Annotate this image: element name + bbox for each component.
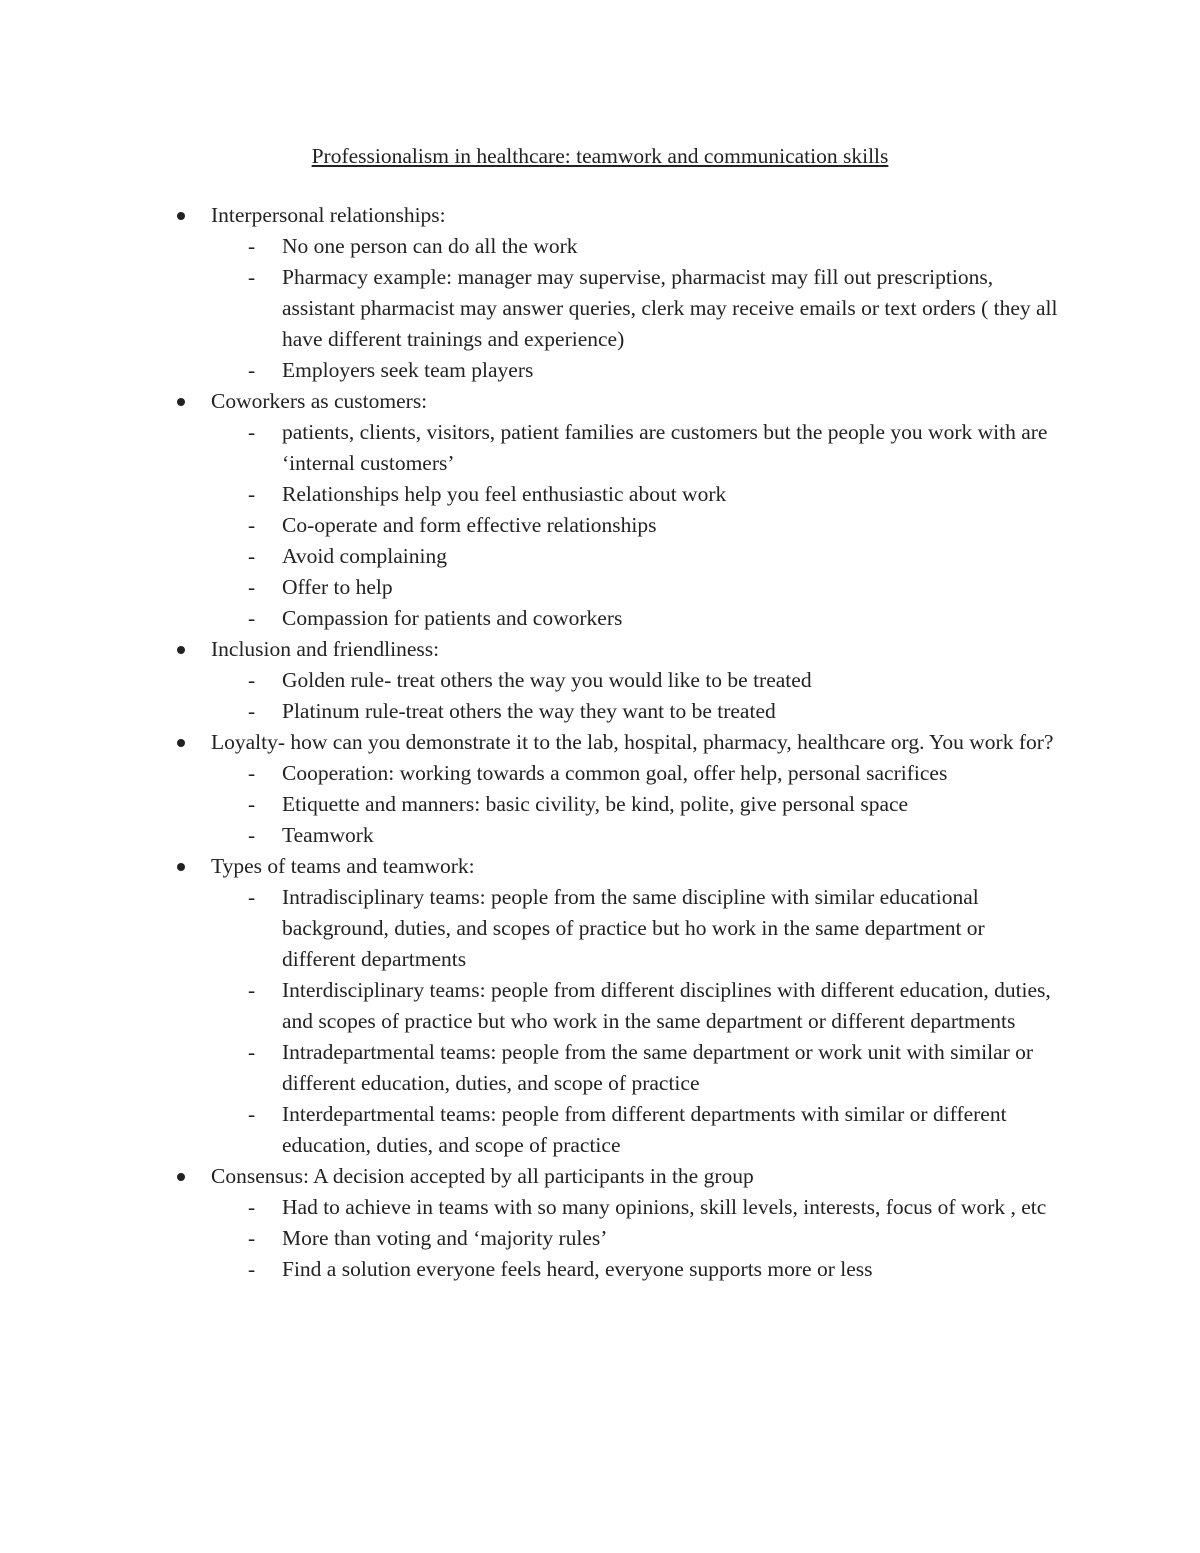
bullet-dot-icon xyxy=(177,863,185,871)
dash-marker-icon: - xyxy=(248,234,256,258)
sub-item xyxy=(0,758,1062,789)
sub-item xyxy=(0,603,1062,634)
sub-item-text: No one person can do all the work xyxy=(282,234,578,258)
sub-item-list xyxy=(0,882,1200,1161)
sub-item-text: Intradisciplinary teams: people from the same discipline with similar educational background, duties, and scopes of practice but ho work in the same department or different departments xyxy=(282,885,985,971)
dash-marker-icon: - xyxy=(248,420,256,444)
dash-marker-icon: - xyxy=(248,482,256,506)
sub-item xyxy=(0,417,1062,479)
section-heading xyxy=(0,200,1061,231)
sub-item xyxy=(0,1037,1062,1099)
sub-item-text: Avoid complaining xyxy=(282,544,448,568)
sub-item-text: More than voting and ‘majority rules’ xyxy=(282,1226,608,1250)
section-heading-text: Interpersonal relationships: xyxy=(211,203,446,227)
sub-item-text: Platinum rule-treat others the way they want to be treated xyxy=(282,699,776,723)
sub-item xyxy=(0,1254,1062,1285)
dash-marker-icon: - xyxy=(248,668,256,692)
sub-item-text: Relationships help you feel enthusiastic about work xyxy=(282,482,727,506)
dash-marker-icon: - xyxy=(248,885,256,909)
sub-item-text: Had to achieve in teams with so many opinions, skill levels, interests, focus of work , etc xyxy=(282,1195,1047,1219)
sub-item-text: patients, clients, visitors, patient families are customers but the people you work with are ‘internal customers’ xyxy=(282,420,1048,475)
sub-item-list xyxy=(0,231,1200,386)
document-title: Professionalism in healthcare: teamwork and communication skills xyxy=(311,144,889,168)
outline-section xyxy=(0,634,1200,727)
sub-item xyxy=(0,479,1062,510)
sub-item-text: Intradepartmental teams: people from the same department or work unit with similar or different education, duties, and scope of practice xyxy=(282,1040,1034,1095)
section-heading xyxy=(0,1161,1061,1192)
sub-item xyxy=(0,665,1062,696)
outline-section xyxy=(0,727,1200,851)
sub-item-list xyxy=(0,417,1200,634)
sub-item xyxy=(0,572,1062,603)
sub-item-text: Find a solution everyone feels heard, everyone supports more or less xyxy=(282,1257,873,1281)
sub-item-text: Compassion for patients and coworkers xyxy=(282,606,623,630)
outline-section xyxy=(0,851,1200,1161)
sub-item xyxy=(0,820,1062,851)
sub-item-text: Cooperation: working towards a common goal, offer help, personal sacrifices xyxy=(282,761,948,785)
section-heading xyxy=(0,634,1061,665)
section-heading-text: Types of teams and teamwork: xyxy=(211,854,475,878)
sub-item xyxy=(0,1192,1062,1223)
sub-item-text: Interdisciplinary teams: people from different disciplines with different education, duties, and scopes of practice but who work in the same department or different departments xyxy=(282,978,1051,1033)
bullet-outline xyxy=(0,200,1200,1285)
sub-item-text: Interdepartmental teams: people from different departments with similar or different education, duties, and scope of practice xyxy=(282,1102,1007,1157)
bullet-dot-icon xyxy=(177,1173,185,1181)
dash-marker-icon: - xyxy=(248,978,256,1002)
bullet-dot-icon xyxy=(177,398,185,406)
dash-marker-icon: - xyxy=(248,761,256,785)
dash-marker-icon: - xyxy=(248,358,256,382)
dash-marker-icon: - xyxy=(248,823,256,847)
sub-item xyxy=(0,1223,1062,1254)
sub-item xyxy=(0,1099,1062,1161)
sub-item xyxy=(0,541,1062,572)
section-heading-text: Consensus: A decision accepted by all participants in the group xyxy=(211,1164,754,1188)
section-heading-text: Loyalty- how can you demonstrate it to the lab, hospital, pharmacy, healthcare org. You work for? xyxy=(211,730,1054,754)
sub-item-list xyxy=(0,1192,1200,1285)
sub-item-text: Pharmacy example: manager may supervise, pharmacist may fill out prescriptions, assistant pharmacist may answer queries, clerk may receive emails or text orders ( they all have different trainings and experience) xyxy=(282,265,1058,351)
dash-marker-icon: - xyxy=(248,1102,256,1126)
dash-marker-icon: - xyxy=(248,1226,256,1250)
sub-item-text: Etiquette and manners: basic civility, be kind, polite, give personal space xyxy=(282,792,909,816)
dash-marker-icon: - xyxy=(248,1257,256,1281)
sub-item-text: Offer to help xyxy=(282,575,393,599)
dash-marker-icon: - xyxy=(248,265,256,289)
bullet-dot-icon xyxy=(177,212,185,220)
sub-item-text: Golden rule- treat others the way you would like to be treated xyxy=(282,668,812,692)
section-heading-text: Inclusion and friendliness: xyxy=(211,637,440,661)
sub-item xyxy=(0,510,1062,541)
sub-item xyxy=(0,882,1062,975)
dash-marker-icon: - xyxy=(248,699,256,723)
outline-section xyxy=(0,386,1200,634)
sub-item-text: Teamwork xyxy=(282,823,374,847)
sub-item xyxy=(0,789,1062,820)
dash-marker-icon: - xyxy=(248,544,256,568)
outline-section xyxy=(0,200,1200,386)
sub-item xyxy=(0,696,1062,727)
sub-item-text: Employers seek team players xyxy=(282,358,534,382)
outline-section xyxy=(0,1161,1200,1285)
dash-marker-icon: - xyxy=(248,575,256,599)
bullet-dot-icon xyxy=(177,646,185,654)
dash-marker-icon: - xyxy=(248,1195,256,1219)
sub-item xyxy=(0,231,1062,262)
dash-marker-icon: - xyxy=(248,513,256,537)
dash-marker-icon: - xyxy=(248,606,256,630)
dash-marker-icon: - xyxy=(248,1040,256,1064)
bullet-dot-icon xyxy=(177,739,185,747)
sub-item xyxy=(0,355,1062,386)
section-heading-text: Coworkers as customers: xyxy=(211,389,428,413)
sub-item-list xyxy=(0,665,1200,727)
dash-marker-icon: - xyxy=(248,792,256,816)
sub-item xyxy=(0,262,1062,355)
sub-item-list xyxy=(0,758,1200,851)
section-heading xyxy=(0,727,1061,758)
sub-item-text: Co-operate and form effective relationships xyxy=(282,513,657,537)
section-heading xyxy=(0,386,1061,417)
sub-item xyxy=(0,975,1062,1037)
section-heading xyxy=(0,851,1061,882)
